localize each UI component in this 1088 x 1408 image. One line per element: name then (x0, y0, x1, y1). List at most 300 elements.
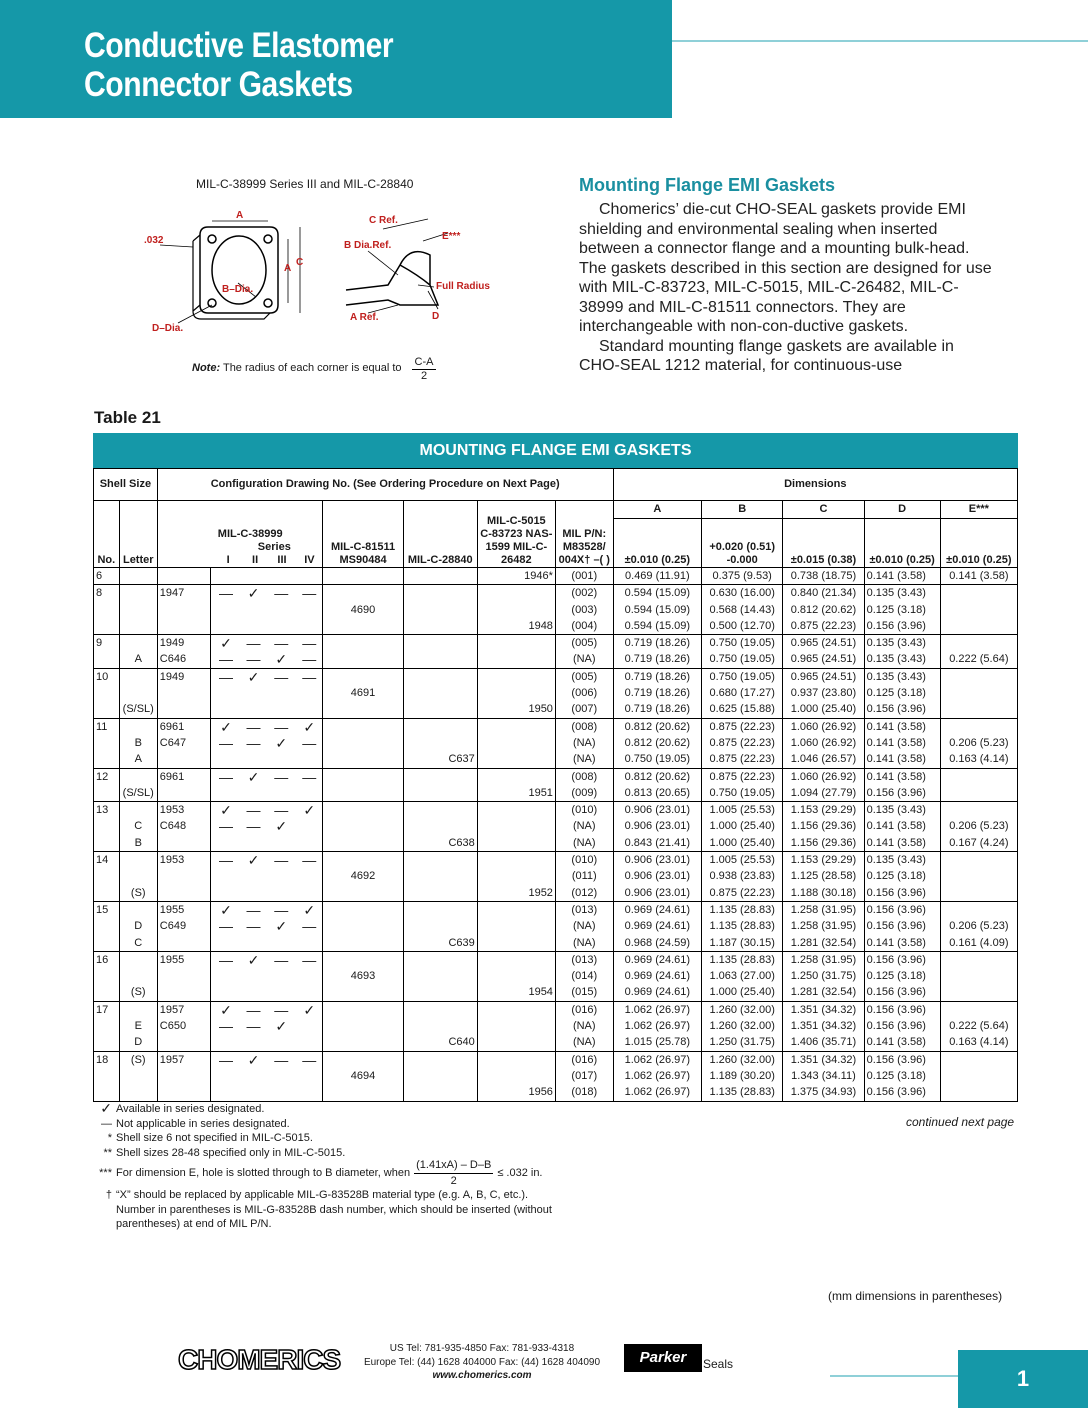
cell-d38: 1953 (157, 852, 211, 869)
cell-a: 1.062 (26.97) (613, 1001, 701, 1018)
cell-s2 (241, 885, 267, 902)
cell-a: 0.843 (21.41) (613, 835, 701, 852)
page-title (84, 26, 393, 104)
page-title-line2: Connector Gaskets (84, 65, 353, 104)
dim-label-a-top: A (236, 210, 244, 221)
cell-d: 0.156 (3.96) (864, 918, 940, 934)
section-heading: Mounting Flange EMI Gaskets (579, 175, 836, 195)
cell-s3 (266, 785, 296, 802)
cell-s3: — (266, 668, 296, 685)
cell-pn: (NA) (555, 935, 613, 952)
cell-m81 (323, 668, 403, 685)
cell-b: 1.260 (32.00) (702, 1051, 783, 1068)
note-label: Note: (192, 362, 221, 374)
cell-pn: (016) (555, 1001, 613, 1018)
cell-s4 (296, 618, 323, 635)
cell-s1 (211, 885, 241, 902)
cell-s4: — (296, 918, 323, 934)
cell-d: 0.156 (3.96) (864, 951, 940, 968)
dim-label-d-dia: D–Dia. (152, 323, 184, 334)
header-tol-a: ±0.010 (0.25) (613, 519, 701, 568)
cell-e (940, 852, 1017, 869)
cell-letter: (S) (119, 984, 157, 1001)
cell-a: 0.719 (18.26) (613, 685, 701, 701)
header-config: Configuration Drawing No. (See Ordering Procedure on Next Page) (157, 469, 613, 501)
cell-d38 (157, 685, 211, 701)
cell-d38: C648 (157, 818, 211, 834)
header-series-4: IV (304, 554, 315, 566)
cell-b: 0.680 (17.27) (702, 685, 783, 701)
cell-s4 (296, 935, 323, 952)
table-row (94, 1001, 1018, 1018)
cell-d38: 1949 (157, 635, 211, 652)
dim-label-d: D (432, 311, 440, 322)
cell-m50 (477, 635, 555, 652)
cell-pn: (NA) (555, 735, 613, 751)
cell-e: 0.163 (4.14) (940, 751, 1017, 768)
cell-m81 (323, 635, 403, 652)
footnote-fraction-den: 2 (450, 1174, 457, 1187)
cell-c: 1.153 (29.29) (783, 852, 864, 869)
cell-m81 (323, 568, 403, 585)
cell-s2: — (241, 651, 267, 668)
cell-s1: ✓ (211, 802, 241, 819)
dim-label-c-ref: C Ref. (369, 215, 398, 226)
cell-d: 0.125 (3.18) (864, 685, 940, 701)
cell-m50: 1951 (477, 785, 555, 802)
header-series-1: I (226, 554, 230, 566)
cell-s2: — (241, 718, 267, 735)
cell-no (94, 885, 120, 902)
cell-letter (119, 802, 157, 819)
footnotes (96, 1102, 566, 1232)
table-row (94, 585, 1018, 602)
cell-m81 (323, 802, 403, 819)
cell-m50 (477, 651, 555, 668)
cell-pn: (NA) (555, 651, 613, 668)
cell-s4: — (296, 585, 323, 602)
cell-d38 (157, 618, 211, 635)
diagram-caption: MIL-C-38999 Series III and MIL-C-28840 (196, 177, 414, 191)
cell-s3 (266, 685, 296, 701)
intro-para1: Chomerics’ die-cut CHO-SEAL gaskets provide EMI shielding and environmental sealing when inserted between a connector flange and a mounting bulk-head. The gaskets described in this section are designed for use with MIL-C-83723, MIL-C-5015, MIL-C-26482, MIL-C-38999 and MIL-C-81511 connectors. They are interchangeable with non-con-ductive gaskets. (579, 201, 992, 335)
table-row (94, 984, 1018, 1001)
cell-m81 (323, 651, 403, 668)
cell-s1: — (211, 918, 241, 934)
cell-m81 (323, 585, 403, 602)
cell-no: 12 (94, 768, 120, 785)
cell-m28: C639 (403, 935, 477, 952)
cell-m81 (323, 918, 403, 934)
header-tol-e: ±0.010 (0.25) (940, 519, 1017, 568)
table-body (94, 568, 1018, 1102)
cell-s1 (211, 1068, 241, 1084)
cell-s2: ✓ (241, 951, 267, 968)
cell-d: 0.141 (3.58) (864, 935, 940, 952)
cell-d: 0.141 (3.58) (864, 1034, 940, 1051)
page-title-line1: Conductive Elastomer (84, 26, 394, 65)
cell-b: 0.875 (22.23) (702, 718, 783, 735)
cell-b: 1.000 (25.40) (702, 984, 783, 1001)
cell-s3: — (266, 1001, 296, 1018)
cell-d38: 1949 (157, 668, 211, 685)
cell-a: 1.015 (25.78) (613, 1034, 701, 1051)
cell-m50: 1956 (477, 1084, 555, 1101)
cell-m28 (403, 685, 477, 701)
cell-pn: (005) (555, 635, 613, 652)
cell-a: 0.750 (19.05) (613, 751, 701, 768)
cell-m81 (323, 818, 403, 834)
cell-s2: ✓ (241, 585, 267, 602)
header-mil28840: MIL-C-28840 (403, 501, 477, 568)
table-row (94, 968, 1018, 984)
slot-detail-drawing (346, 252, 438, 305)
page-number: 1 (958, 1350, 1088, 1408)
cell-no: 16 (94, 951, 120, 968)
cell-d38 (157, 1034, 211, 1051)
cell-m50 (477, 735, 555, 751)
cell-e: 0.206 (5.23) (940, 918, 1017, 934)
cell-s2 (241, 618, 267, 635)
cell-s1: — (211, 735, 241, 751)
cell-s2: — (246, 734, 261, 751)
contact-info (360, 1342, 604, 1383)
cell-s2 (241, 968, 267, 984)
cell-m28 (403, 602, 477, 618)
website-link[interactable]: www.chomerics.com (432, 1370, 532, 1381)
cell-b: 1.000 (25.40) (702, 835, 783, 852)
footnote-fraction (414, 1158, 493, 1188)
cell-m50: 1948 (477, 618, 555, 635)
cell-s3: — (266, 585, 296, 602)
cell-m50 (477, 1001, 555, 1018)
cell-b: 0.568 (14.43) (702, 602, 783, 618)
cell-s2: — (241, 901, 267, 918)
cell-no: 17 (94, 1001, 120, 1018)
table-row (94, 768, 1018, 785)
cell-m50 (477, 1018, 555, 1034)
footnote-text: Shell size 6 not specified in MIL-C-5015. (116, 1132, 313, 1144)
cell-m28 (403, 918, 477, 934)
cell-a: 1.062 (26.97) (613, 1084, 701, 1101)
cell-pn: (002) (555, 585, 613, 602)
us-phone: US Tel: 781-935-4850 Fax: 781-933-4318 (389, 1343, 575, 1354)
cell-b: 0.938 (23.83) (702, 868, 783, 884)
cell-m28: C640 (403, 1034, 477, 1051)
cell-e (940, 618, 1017, 635)
header-tol-b: +0.020 (0.51) -0.000 (702, 519, 783, 568)
cell-c: 1.351 (34.32) (783, 1051, 864, 1068)
cell-e (940, 768, 1017, 785)
cell-s1 (211, 868, 241, 884)
cell-no: 6 (94, 568, 120, 585)
cell-a: 0.969 (24.61) (613, 984, 701, 1001)
cell-s2 (241, 935, 267, 952)
header-rule (672, 40, 1088, 42)
cell-letter (119, 852, 157, 869)
cell-s4: — (296, 668, 323, 685)
cell-d: 0.156 (3.96) (864, 885, 940, 902)
cell-letter (119, 868, 157, 884)
table-row (94, 1084, 1018, 1101)
cell-e (940, 685, 1017, 701)
cell-e: 0.163 (4.14) (940, 1034, 1017, 1051)
cell-e: 0.222 (5.64) (940, 1018, 1017, 1034)
cell-e: 0.206 (5.23) (940, 735, 1017, 751)
footnote-text: Not applicable in series designated. (116, 1117, 290, 1130)
cell-d38: 6961 (157, 768, 211, 785)
cell-s1: ✓ (211, 718, 241, 735)
cell-letter: C (119, 818, 157, 834)
footnote-mark: — (101, 1117, 112, 1130)
cell-b: 1.005 (25.53) (702, 852, 783, 869)
cell-e (940, 951, 1017, 968)
cell-s2 (241, 835, 267, 852)
cell-e: 0.167 (4.24) (940, 835, 1017, 852)
cell-s1 (211, 835, 241, 852)
cell-letter (119, 901, 157, 918)
cell-e (940, 602, 1017, 618)
cell-m50 (477, 818, 555, 834)
cell-e (940, 901, 1017, 918)
cell-pn: (010) (555, 802, 613, 819)
cell-pn: (007) (555, 701, 613, 718)
cell-s3 (266, 1034, 296, 1051)
cell-no (94, 602, 120, 618)
cell-m28 (403, 668, 477, 685)
cell-no (94, 1018, 120, 1034)
cell-e: 0.141 (3.58) (940, 568, 1017, 585)
cell-d: 0.141 (3.58) (864, 835, 940, 852)
gasket-diagram (138, 205, 498, 355)
cell-b: 1.135 (28.83) (702, 901, 783, 918)
cell-c: 1.156 (29.36) (783, 818, 864, 834)
table-row (94, 802, 1018, 819)
cell-letter: D (119, 918, 157, 934)
cell-m28 (403, 901, 477, 918)
cell-c: 1.060 (26.92) (783, 768, 864, 785)
cell-e (940, 635, 1017, 652)
cell-b: 0.625 (15.88) (702, 701, 783, 718)
note-fraction-num: C-A (412, 356, 436, 370)
gasket-plate-drawing (193, 227, 278, 319)
footnote-text: Available in series designated. (116, 1103, 265, 1115)
cell-c: 1.060 (26.92) (783, 735, 864, 751)
cell-s1 (211, 984, 241, 1001)
cell-pn: (008) (555, 768, 613, 785)
cell-m50 (477, 901, 555, 918)
cell-m50 (477, 685, 555, 701)
cell-e (940, 984, 1017, 1001)
cell-letter (119, 1001, 157, 1018)
cell-s4: ✓ (296, 802, 323, 819)
cell-e (940, 718, 1017, 735)
cell-a: 0.968 (24.59) (613, 935, 701, 952)
cell-s2 (241, 868, 267, 884)
cell-no (94, 935, 120, 952)
cell-c: 1.343 (34.11) (783, 1068, 864, 1084)
cell-s4 (296, 1068, 323, 1084)
seals-label: Seals (703, 1357, 734, 1371)
cell-s1 (211, 685, 241, 701)
cell-s3: — (266, 768, 296, 785)
cell-m50 (477, 835, 555, 852)
cell-e (940, 868, 1017, 884)
cell-m28 (403, 802, 477, 819)
cell-m81 (323, 901, 403, 918)
cell-pn: (018) (555, 1084, 613, 1101)
cell-s4: — (296, 768, 323, 785)
cell-d38 (157, 602, 211, 618)
cell-b: 1.005 (25.53) (702, 802, 783, 819)
cell-m81 (323, 1084, 403, 1101)
cell-pn: (012) (555, 885, 613, 902)
cell-d38 (157, 935, 211, 952)
cell-a: 0.812 (20.62) (613, 718, 701, 735)
cell-d: 0.135 (3.43) (864, 635, 940, 652)
cell-a: 1.062 (26.97) (613, 1018, 701, 1034)
cell-a: 0.594 (15.09) (613, 585, 701, 602)
cell-no: 15 (94, 901, 120, 918)
cell-no (94, 1084, 120, 1101)
cell-b: 1.260 (32.00) (702, 1001, 783, 1018)
table-row (94, 568, 1018, 585)
cell-m28 (403, 735, 477, 751)
cell-m50 (477, 668, 555, 685)
header-tol-c: ±0.015 (0.38) (783, 519, 864, 568)
table-row (94, 602, 1018, 618)
cell-s1: ✓ (211, 901, 241, 918)
dim-label-e: E*** (442, 231, 461, 242)
cell-s3 (266, 1084, 296, 1101)
cell-no (94, 868, 120, 884)
footnote-dagger (96, 1188, 566, 1232)
cell-pn: (015) (555, 984, 613, 1001)
cell-m81 (323, 618, 403, 635)
cell-e (940, 585, 1017, 602)
cell-s1 (211, 701, 241, 718)
cell-m81 (323, 785, 403, 802)
cell-s3: — (266, 1051, 296, 1068)
header-no: No. (94, 501, 120, 568)
header-dim-a: A (613, 501, 701, 519)
cell-s3 (266, 701, 296, 718)
cell-m81 (323, 768, 403, 785)
cell-s1: — (211, 852, 241, 869)
table-row (94, 735, 1018, 751)
cell-no (94, 1034, 120, 1051)
cell-letter (119, 568, 157, 585)
cell-m81: 4694 (323, 1068, 403, 1084)
cell-m50 (477, 585, 555, 602)
cell-pn: (013) (555, 901, 613, 918)
cell-b: 0.750 (19.05) (702, 668, 783, 685)
cell-b: 1.135 (28.83) (702, 918, 783, 934)
mm-note: (mm dimensions in parentheses) (828, 1289, 1003, 1303)
cell-a: 0.969 (24.61) (613, 901, 701, 918)
table-row (94, 818, 1018, 834)
cell-s4: — (296, 735, 323, 751)
cell-s1 (211, 618, 241, 635)
cell-d: 0.156 (3.96) (864, 901, 940, 918)
header-series-numbers (158, 554, 323, 567)
table-row (94, 701, 1018, 718)
table-row (94, 852, 1018, 869)
footnote-available (96, 1102, 566, 1117)
cell-b: 1.187 (30.15) (702, 935, 783, 952)
cell-d38: C647 (157, 735, 211, 751)
cell-m81 (323, 835, 403, 852)
cell-b: 0.500 (12.70) (702, 618, 783, 635)
cell-b: 0.375 (9.53) (702, 568, 783, 585)
cell-c: 1.258 (31.95) (783, 901, 864, 918)
table-row (94, 951, 1018, 968)
cell-s1: ✓ (211, 1001, 241, 1018)
cell-pn: (NA) (555, 818, 613, 834)
cell-d38 (157, 885, 211, 902)
cell-m28 (403, 568, 477, 585)
cell-s4 (296, 701, 323, 718)
cell-pn: (014) (555, 968, 613, 984)
chomerics-logo: CHOMERICS (178, 1344, 341, 1375)
cell-m81 (323, 885, 403, 902)
cell-c: 0.738 (18.75) (783, 568, 864, 585)
cell-no: 14 (94, 852, 120, 869)
header-series-2: II (252, 554, 259, 566)
cell-b: 1.135 (28.83) (702, 951, 783, 968)
cell-s4: ✓ (296, 901, 323, 918)
cell-c: 1.046 (26.57) (783, 751, 864, 768)
cell-d38: C650 (157, 1018, 211, 1034)
cell-s4 (296, 868, 323, 884)
cell-m50: 1954 (477, 984, 555, 1001)
cell-s2: ✓ (241, 768, 267, 785)
table-row (94, 685, 1018, 701)
cell-d: 0.141 (3.58) (864, 718, 940, 735)
cell-m50 (477, 1068, 555, 1084)
table-row (94, 918, 1018, 934)
cell-s1: — (211, 1018, 241, 1034)
cell-s2: — (246, 918, 261, 935)
cell-letter: (S/SL) (119, 785, 157, 802)
cell-letter (119, 585, 157, 602)
cell-m81 (323, 718, 403, 735)
table-row (94, 868, 1018, 884)
cell-s1: — (211, 768, 241, 785)
cell-no (94, 984, 120, 1001)
cell-c: 1.250 (31.75) (783, 968, 864, 984)
cell-a: 0.813 (20.65) (613, 785, 701, 802)
cell-d38 (157, 751, 211, 768)
cell-s4 (296, 1034, 323, 1051)
cell-d: 0.156 (3.96) (864, 1051, 940, 1068)
header-dim-b: B (702, 501, 783, 519)
cell-letter (119, 951, 157, 968)
table-row (94, 901, 1018, 918)
header-dim-d: D (864, 501, 940, 519)
note-fraction-den: 2 (420, 370, 428, 382)
cell-s2 (241, 1084, 267, 1101)
cell-s3: — (266, 901, 296, 918)
cell-s2: — (241, 635, 267, 652)
cell-c: 0.875 (22.23) (783, 618, 864, 635)
cell-letter: E (119, 1018, 157, 1034)
header-series-3: III (277, 554, 287, 566)
cell-m28: C637 (403, 751, 477, 768)
cell-letter (119, 602, 157, 618)
footnote-text: Shell sizes 28-48 specified only in MIL-C-5015. (116, 1146, 346, 1159)
cell-d38 (157, 1084, 211, 1101)
